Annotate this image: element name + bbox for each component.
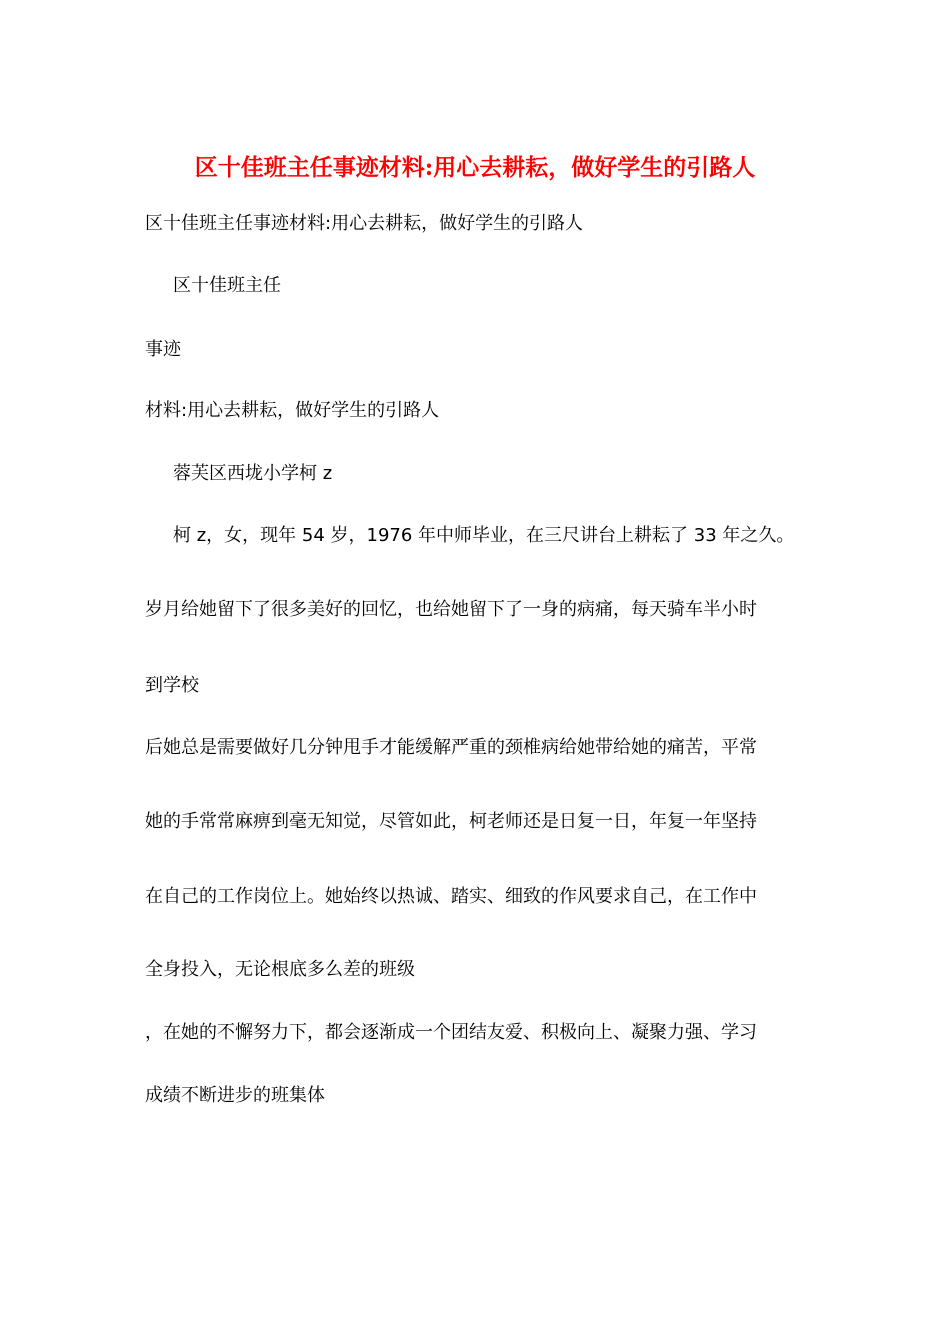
text-line: 区十佳班主任 [173,275,281,296]
paragraph-line: 柯 z，女，现年 54 岁，1976 年中师毕业，在三尺讲台上耕耘了 33 年之久。 [173,525,795,546]
document-title: 区十佳班主任事迹材料:用心去耕耘，做好学生的引路人 [194,154,756,181]
text-line: 材料:用心去耕耘，做好学生的引路人 [145,400,440,421]
paragraph-line: 到学校 [145,675,199,696]
author-line: 蓉芙区西垅小学柯 z [173,463,333,484]
paragraph-line: 在自己的工作岗位上。她始终以热诚、踏实、细致的作风要求自己，在工作中 [145,886,757,907]
subtitle-line: 区十佳班主任事迹材料:用心去耕耘，做好学生的引路人 [145,213,584,234]
paragraph-line: 全身投入，无论根底多么差的班级 [145,959,415,980]
paragraph-line: ，在她的不懈努力下，都会逐渐成一个团结友爱、积极向上、凝聚力强、学习 [145,1022,757,1043]
paragraph-line: 她的手常常麻痹到毫无知觉，尽管如此，柯老师还是日复一日，年复一年坚持 [145,811,757,832]
paragraph-line: 成绩不断进步的班集体 [145,1085,325,1106]
paragraph-line: 后她总是需要做好几分钟甩手才能缓解严重的颈椎病给她带给她的痛苦，平常 [145,737,757,758]
text-line: 事迹 [145,339,181,360]
paragraph-line: 岁月给她留下了很多美好的回忆，也给她留下了一身的病痛，每天骑车半小时 [145,599,757,620]
